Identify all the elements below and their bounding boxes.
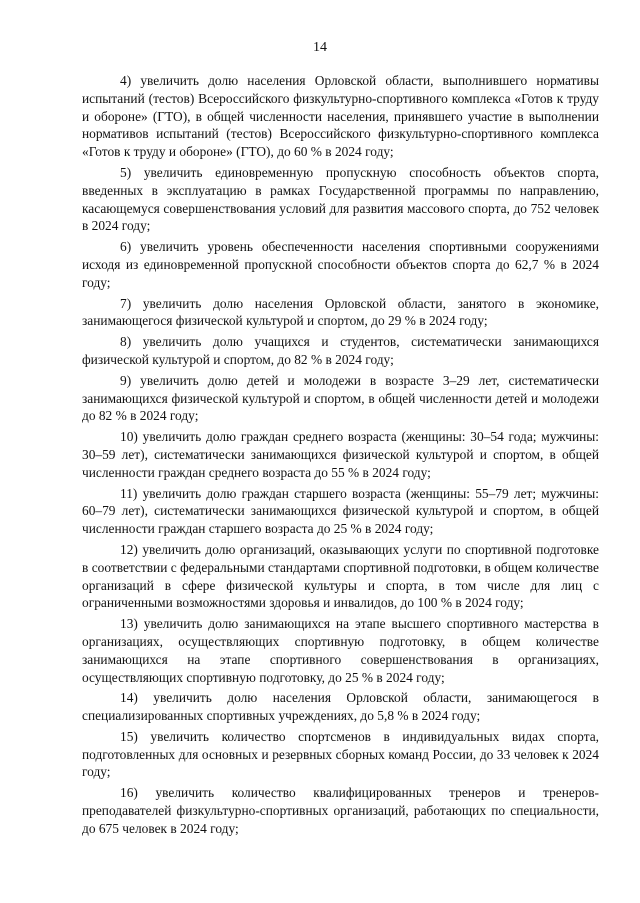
paragraph-item-15: 15) увеличить количество спортсменов в индивидуальных видах спорта, подготовленных для основных и резервных сборных команд России, до 33 человек к 2024 году; xyxy=(82,728,599,780)
paragraph-item-8: 8) увеличить долю учащихся и студентов, систематически занимающихся физической культурой и спортом, до 82 % в 2024 году; xyxy=(82,334,599,367)
paragraph-item-5: 5) увеличить единовременную пропускную способность объектов спорта, введенных в эксплуатацию в рамках Государственной программы по направлению, касающемуся совершенствования условий для развития массового спорта, до 752 человек в 2024 году; xyxy=(82,164,599,234)
paragraph-item-16: 16) увеличить количество квалифицированных тренеров и тренеров-преподавателей физкультурно-спортивных организаций, работающих по специальности, до 675 человек в 2024 году; xyxy=(82,785,599,836)
paragraph-item-7: 7) увеличить долю населения Орловской области, занятого в экономике, занимающегося физической культурой и спортом, до 29 % в 2024 году; xyxy=(82,295,599,329)
paragraph-item-12: 12) увеличить долю организаций, оказывающих услуги по спортивной подготовке в соответствии с федеральными стандартами спортивной подготовки, в общем количестве организаций в сфере физической культуры и спорта, в том числе для лиц с ограниченными возможностями здоровья и инвалидов, до 100 % в 2024 году; xyxy=(82,541,599,611)
paragraph-item-14: 14) увеличить долю населения Орловской области, занимающегося в специализированных спортивных учреждениях, до 5,8 % в 2024 году; xyxy=(82,690,599,724)
paragraph-item-11: 11) увеличить долю граждан старшего возраста (женщины: 55–79 лет; мужчины: 60–79 лет), систематически занимающихся физической культурой и спортом, в общей численности граждан старшего возраста до 25 % в 2024 году; xyxy=(82,485,599,537)
paragraph-item-10: 10) увеличить долю граждан среднего возраста (женщины: 30–54 года; мужчины: 30–59 лет), систематически занимающихся физической культурой и спортом, в общей численности граждан среднего возраста до 55 % в 2024 году; xyxy=(82,429,599,480)
paragraph-item-9: 9) увеличить долю детей и молодежи в возрасте 3–29 лет, систематически занимающихся физической культурой и спортом, в общей численности детей и молодежи до 82 % в 2024 году; xyxy=(82,372,599,424)
page-number: 14 xyxy=(313,40,327,55)
paragraph-item-4: 4) увеличить долю населения Орловской области, выполнившего нормативы испытаний (тестов) Всероссийского физкультурно-спортивного комплекса «Готов к труду и обороне» (ГТО), в общей численности населения, принявшего участие в выполнении нормативов испытаний (тестов) Всероссийского физкультурно-спортивного комплекса «Готов к труду и обороне» (ГТО), до 60 % в 2024 году; xyxy=(82,73,599,160)
document-body xyxy=(82,72,599,841)
paragraph-item-13: 13) увеличить долю занимающихся на этапе высшего спортивного мастерства в организациях, осуществляющих спортивную подготовку, в общем количестве занимающихся на этапе спортивного совершенствования в организациях, осуществляющих спортивную подготовку, до 25 % в 2024 году; xyxy=(82,616,599,685)
paragraph-item-6: 6) увеличить уровень обеспеченности населения спортивными сооружениями исходя из единовременной пропускной способности объектов спорта до 62,7 % в 2024 году; xyxy=(82,239,599,290)
